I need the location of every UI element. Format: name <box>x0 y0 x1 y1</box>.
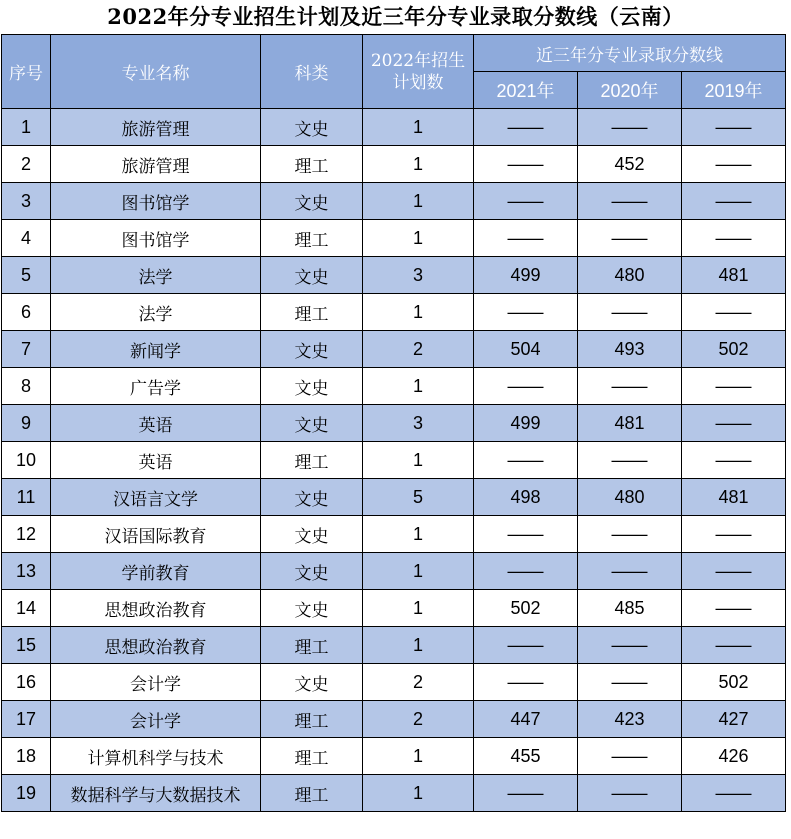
cell-category: 文史 <box>261 405 363 442</box>
cell-score-2021: 447 <box>474 701 578 738</box>
cell-major: 汉语言文学 <box>51 479 261 516</box>
cell-major: 法学 <box>51 257 261 294</box>
cell-category: 理工 <box>261 146 363 183</box>
cell-plan: 5 <box>363 479 474 516</box>
cell-category: 理工 <box>261 442 363 479</box>
cell-score-2021: —— <box>474 516 578 553</box>
cell-score-2020: —— <box>578 368 682 405</box>
cell-major: 思想政治教育 <box>51 627 261 664</box>
header-seq: 序号 <box>2 35 51 109</box>
cell-category: 文史 <box>261 257 363 294</box>
header-major: 专业名称 <box>51 35 261 109</box>
table-row <box>2 405 786 442</box>
cell-score-2021: —— <box>474 146 578 183</box>
table-row <box>2 775 786 812</box>
cell-score-2021: 498 <box>474 479 578 516</box>
table-row <box>2 590 786 627</box>
cell-score-2020: 481 <box>578 405 682 442</box>
cell-plan: 1 <box>363 590 474 627</box>
cell-major: 法学 <box>51 294 261 331</box>
cell-score-2021: —— <box>474 664 578 701</box>
table-row <box>2 479 786 516</box>
cell-seq: 1 <box>2 109 51 146</box>
cell-category: 理工 <box>261 294 363 331</box>
cell-plan: 3 <box>363 257 474 294</box>
table-row <box>2 368 786 405</box>
header-year-2019: 2019年 <box>682 72 786 109</box>
cell-plan: 1 <box>363 775 474 812</box>
table-row <box>2 109 786 146</box>
cell-category: 理工 <box>261 738 363 775</box>
cell-score-2019: —— <box>682 183 786 220</box>
table-row <box>2 220 786 257</box>
cell-score-2019: —— <box>682 294 786 331</box>
cell-major: 思想政治教育 <box>51 590 261 627</box>
cell-seq: 4 <box>2 220 51 257</box>
cell-major: 新闻学 <box>51 331 261 368</box>
cell-score-2020: 480 <box>578 257 682 294</box>
table-header <box>2 35 786 109</box>
cell-score-2019: —— <box>682 405 786 442</box>
cell-plan: 1 <box>363 516 474 553</box>
cell-seq: 6 <box>2 294 51 331</box>
cell-plan: 3 <box>363 405 474 442</box>
cell-plan: 2 <box>363 701 474 738</box>
cell-seq: 11 <box>2 479 51 516</box>
cell-category: 理工 <box>261 220 363 257</box>
cell-major: 旅游管理 <box>51 109 261 146</box>
cell-major: 汉语国际教育 <box>51 516 261 553</box>
table-row <box>2 442 786 479</box>
cell-score-2019: —— <box>682 220 786 257</box>
cell-plan: 1 <box>363 220 474 257</box>
cell-score-2020: 485 <box>578 590 682 627</box>
cell-seq: 16 <box>2 664 51 701</box>
cell-plan: 1 <box>363 109 474 146</box>
cell-seq: 12 <box>2 516 51 553</box>
cell-category: 文史 <box>261 553 363 590</box>
cell-score-2021: —— <box>474 183 578 220</box>
cell-major: 学前教育 <box>51 553 261 590</box>
cell-score-2019: —— <box>682 146 786 183</box>
table-row <box>2 701 786 738</box>
cell-plan: 1 <box>363 294 474 331</box>
cell-category: 文史 <box>261 664 363 701</box>
table-body <box>2 109 786 812</box>
header-scores-group: 近三年分专业录取分数线 <box>474 35 786 72</box>
cell-score-2021: —— <box>474 294 578 331</box>
cell-score-2019: 481 <box>682 257 786 294</box>
cell-major: 广告学 <box>51 368 261 405</box>
cell-score-2019: —— <box>682 553 786 590</box>
cell-major: 会计学 <box>51 701 261 738</box>
table-row <box>2 331 786 368</box>
cell-major: 英语 <box>51 405 261 442</box>
cell-score-2020: 493 <box>578 331 682 368</box>
header-plan-2022: 2022年招生计划数 <box>363 35 474 109</box>
cell-score-2019: 502 <box>682 664 786 701</box>
cell-seq: 5 <box>2 257 51 294</box>
cell-score-2021: 504 <box>474 331 578 368</box>
cell-score-2020: —— <box>578 664 682 701</box>
cell-major: 图书馆学 <box>51 220 261 257</box>
cell-major: 旅游管理 <box>51 146 261 183</box>
cell-score-2021: —— <box>474 109 578 146</box>
cell-score-2020: 423 <box>578 701 682 738</box>
cell-score-2020: —— <box>578 109 682 146</box>
cell-score-2019: —— <box>682 442 786 479</box>
cell-score-2019: 427 <box>682 701 786 738</box>
cell-score-2020: —— <box>578 442 682 479</box>
cell-plan: 2 <box>363 331 474 368</box>
header-category: 科类 <box>261 35 363 109</box>
cell-score-2020: —— <box>578 516 682 553</box>
cell-score-2020: —— <box>578 775 682 812</box>
cell-score-2021: —— <box>474 220 578 257</box>
cell-score-2020: —— <box>578 294 682 331</box>
table-row <box>2 146 786 183</box>
header-year-2021: 2021年 <box>474 72 578 109</box>
cell-score-2019: —— <box>682 516 786 553</box>
cell-category: 文史 <box>261 183 363 220</box>
cell-score-2019: 481 <box>682 479 786 516</box>
cell-score-2019: —— <box>682 627 786 664</box>
table-row <box>2 294 786 331</box>
cell-score-2021: 455 <box>474 738 578 775</box>
cell-plan: 1 <box>363 553 474 590</box>
cell-plan: 2 <box>363 664 474 701</box>
cell-category: 理工 <box>261 775 363 812</box>
cell-seq: 13 <box>2 553 51 590</box>
cell-category: 文史 <box>261 368 363 405</box>
cell-score-2021: —— <box>474 775 578 812</box>
cell-major: 数据科学与大数据技术 <box>51 775 261 812</box>
cell-seq: 17 <box>2 701 51 738</box>
table-row <box>2 516 786 553</box>
cell-score-2020: —— <box>578 220 682 257</box>
cell-score-2021: 502 <box>474 590 578 627</box>
cell-category: 文史 <box>261 590 363 627</box>
cell-score-2019: 426 <box>682 738 786 775</box>
cell-score-2019: —— <box>682 775 786 812</box>
cell-plan: 1 <box>363 368 474 405</box>
cell-seq: 7 <box>2 331 51 368</box>
cell-score-2020: 480 <box>578 479 682 516</box>
page-title: 2022年分专业招生计划及近三年分专业录取分数线（云南） <box>107 4 684 29</box>
cell-score-2021: 499 <box>474 257 578 294</box>
cell-score-2021: —— <box>474 553 578 590</box>
cell-major: 图书馆学 <box>51 183 261 220</box>
table-row <box>2 664 786 701</box>
cell-score-2021: —— <box>474 627 578 664</box>
cell-seq: 18 <box>2 738 51 775</box>
cell-category: 文史 <box>261 516 363 553</box>
cell-seq: 3 <box>2 183 51 220</box>
cell-score-2021: —— <box>474 442 578 479</box>
cell-plan: 1 <box>363 738 474 775</box>
cell-major: 会计学 <box>51 664 261 701</box>
cell-category: 文史 <box>261 109 363 146</box>
cell-score-2020: —— <box>578 553 682 590</box>
cell-seq: 19 <box>2 775 51 812</box>
cell-score-2020: —— <box>578 738 682 775</box>
cell-plan: 1 <box>363 183 474 220</box>
cell-seq: 2 <box>2 146 51 183</box>
cell-seq: 15 <box>2 627 51 664</box>
admission-table <box>1 34 786 812</box>
cell-score-2021: 499 <box>474 405 578 442</box>
cell-seq: 10 <box>2 442 51 479</box>
cell-major: 计算机科学与技术 <box>51 738 261 775</box>
cell-category: 文史 <box>261 331 363 368</box>
cell-score-2019: —— <box>682 368 786 405</box>
cell-seq: 8 <box>2 368 51 405</box>
header-year-2020: 2020年 <box>578 72 682 109</box>
cell-plan: 1 <box>363 442 474 479</box>
cell-score-2019: 502 <box>682 331 786 368</box>
table-row <box>2 183 786 220</box>
cell-score-2019: —— <box>682 109 786 146</box>
cell-category: 理工 <box>261 627 363 664</box>
cell-score-2020: 452 <box>578 146 682 183</box>
cell-score-2020: —— <box>578 627 682 664</box>
cell-category: 理工 <box>261 701 363 738</box>
cell-category: 文史 <box>261 479 363 516</box>
cell-major: 英语 <box>51 442 261 479</box>
table-row <box>2 257 786 294</box>
cell-score-2021: —— <box>474 368 578 405</box>
table-row <box>2 738 786 775</box>
cell-score-2020: —— <box>578 183 682 220</box>
cell-seq: 9 <box>2 405 51 442</box>
cell-seq: 14 <box>2 590 51 627</box>
cell-score-2019: —— <box>682 590 786 627</box>
table-row <box>2 553 786 590</box>
cell-plan: 1 <box>363 627 474 664</box>
cell-plan: 1 <box>363 146 474 183</box>
table-row <box>2 627 786 664</box>
